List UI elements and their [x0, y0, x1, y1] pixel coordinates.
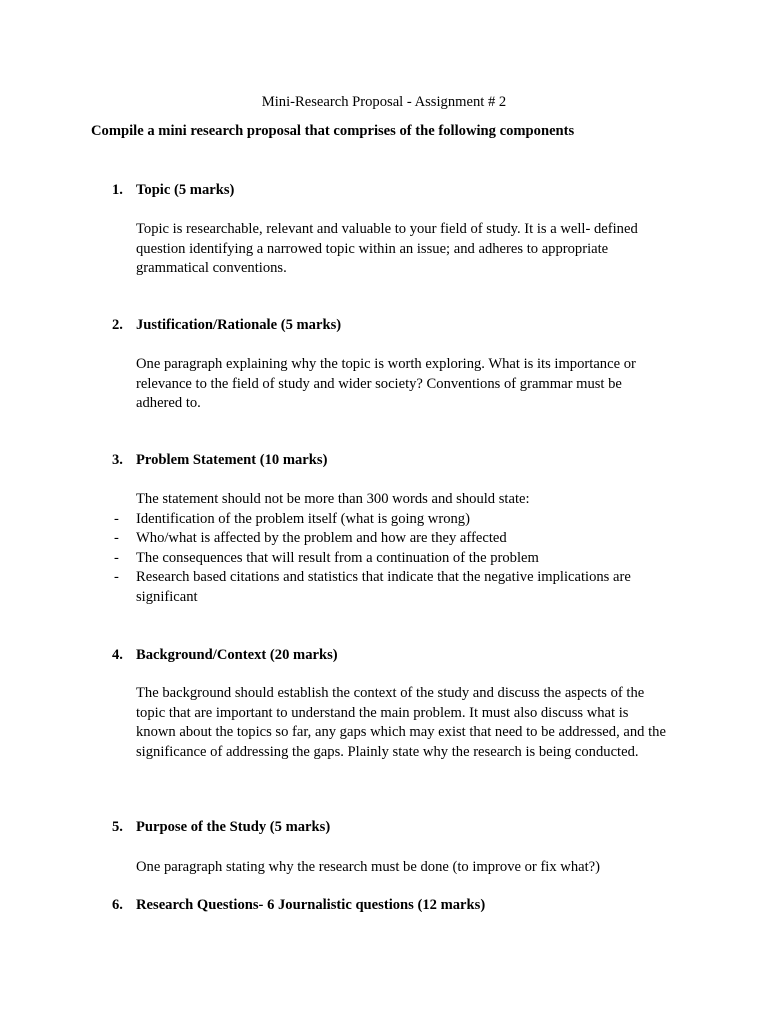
section-number: 5. — [112, 819, 123, 835]
list-item-text: Who/what is affected by the problem and how are they affected — [136, 530, 507, 546]
section-title: Problem Statement (10 marks) — [136, 452, 328, 468]
section-number: 4. — [112, 647, 123, 663]
section-body — [136, 858, 666, 878]
section-paragraph: The background should establish the context of the study and discuss the aspects of the topic that are important to understand the main problem. It must also discuss what is known about the topics so far, any gaps which may exist that need to be addressed, and the significance of addressing the gaps. Plainly state why the research is being conducted. — [136, 685, 666, 760]
section-number: 3. — [112, 452, 123, 468]
bullet-dash: - — [114, 530, 119, 546]
bullet-dash: - — [114, 510, 119, 527]
section-number: 6. — [112, 897, 123, 913]
section-paragraph: Topic is researchable, relevant and valuable to your field of study. It is a well- defined question identifying a narrowed topic within an issue; and adheres to appropriate grammatical conventions. — [136, 221, 638, 276]
section-title: Justification/Rationale (5 marks) — [136, 317, 342, 333]
section-title: Background/Context (20 marks) — [136, 647, 338, 663]
list-item — [114, 568, 672, 607]
list-item-text: Research based citations and statistics that indicate that the negative implications are significant — [136, 569, 631, 605]
list-item — [114, 549, 672, 569]
section-heading — [112, 181, 234, 201]
section-heading — [112, 896, 485, 916]
section-body — [136, 684, 666, 762]
bullet-dash: - — [114, 549, 119, 566]
section-heading — [112, 316, 341, 336]
document-instruction: Compile a mini research proposal that comprises of the following components — [91, 123, 575, 139]
section-body — [136, 355, 666, 414]
document-title: Mini-Research Proposal - Assignment # 2 — [261, 94, 507, 110]
section-paragraph: One paragraph explaining why the topic is worth exploring. What is its importance or relevance to the field of study and wider society? Conventions of grammar must be adhered to. — [136, 356, 636, 411]
list-item-text: The consequences that will result from a continuation of the problem — [136, 549, 539, 566]
section-heading — [112, 451, 327, 471]
section-heading — [112, 818, 330, 838]
section-body — [136, 220, 666, 279]
list-item — [114, 510, 672, 530]
section-heading — [112, 646, 338, 666]
section-body — [114, 490, 672, 607]
section-paragraph: One paragraph stating why the research must be done (to improve or fix what?) — [136, 859, 601, 875]
list-item — [114, 529, 672, 549]
section-title: Purpose of the Study (5 marks) — [136, 819, 331, 835]
section-paragraph: The statement should not be more than 300 words and should state: — [136, 491, 530, 507]
bullet-dash: - — [114, 569, 119, 585]
section-number: 1. — [112, 182, 123, 198]
section-title: Research Questions- 6 Journalistic questions (12 marks) — [136, 897, 486, 913]
bullet-list — [114, 510, 672, 608]
section-title: Topic (5 marks) — [136, 182, 235, 198]
section-number: 2. — [112, 317, 123, 333]
list-item-text: Identification of the problem itself (what is going wrong) — [136, 510, 470, 527]
